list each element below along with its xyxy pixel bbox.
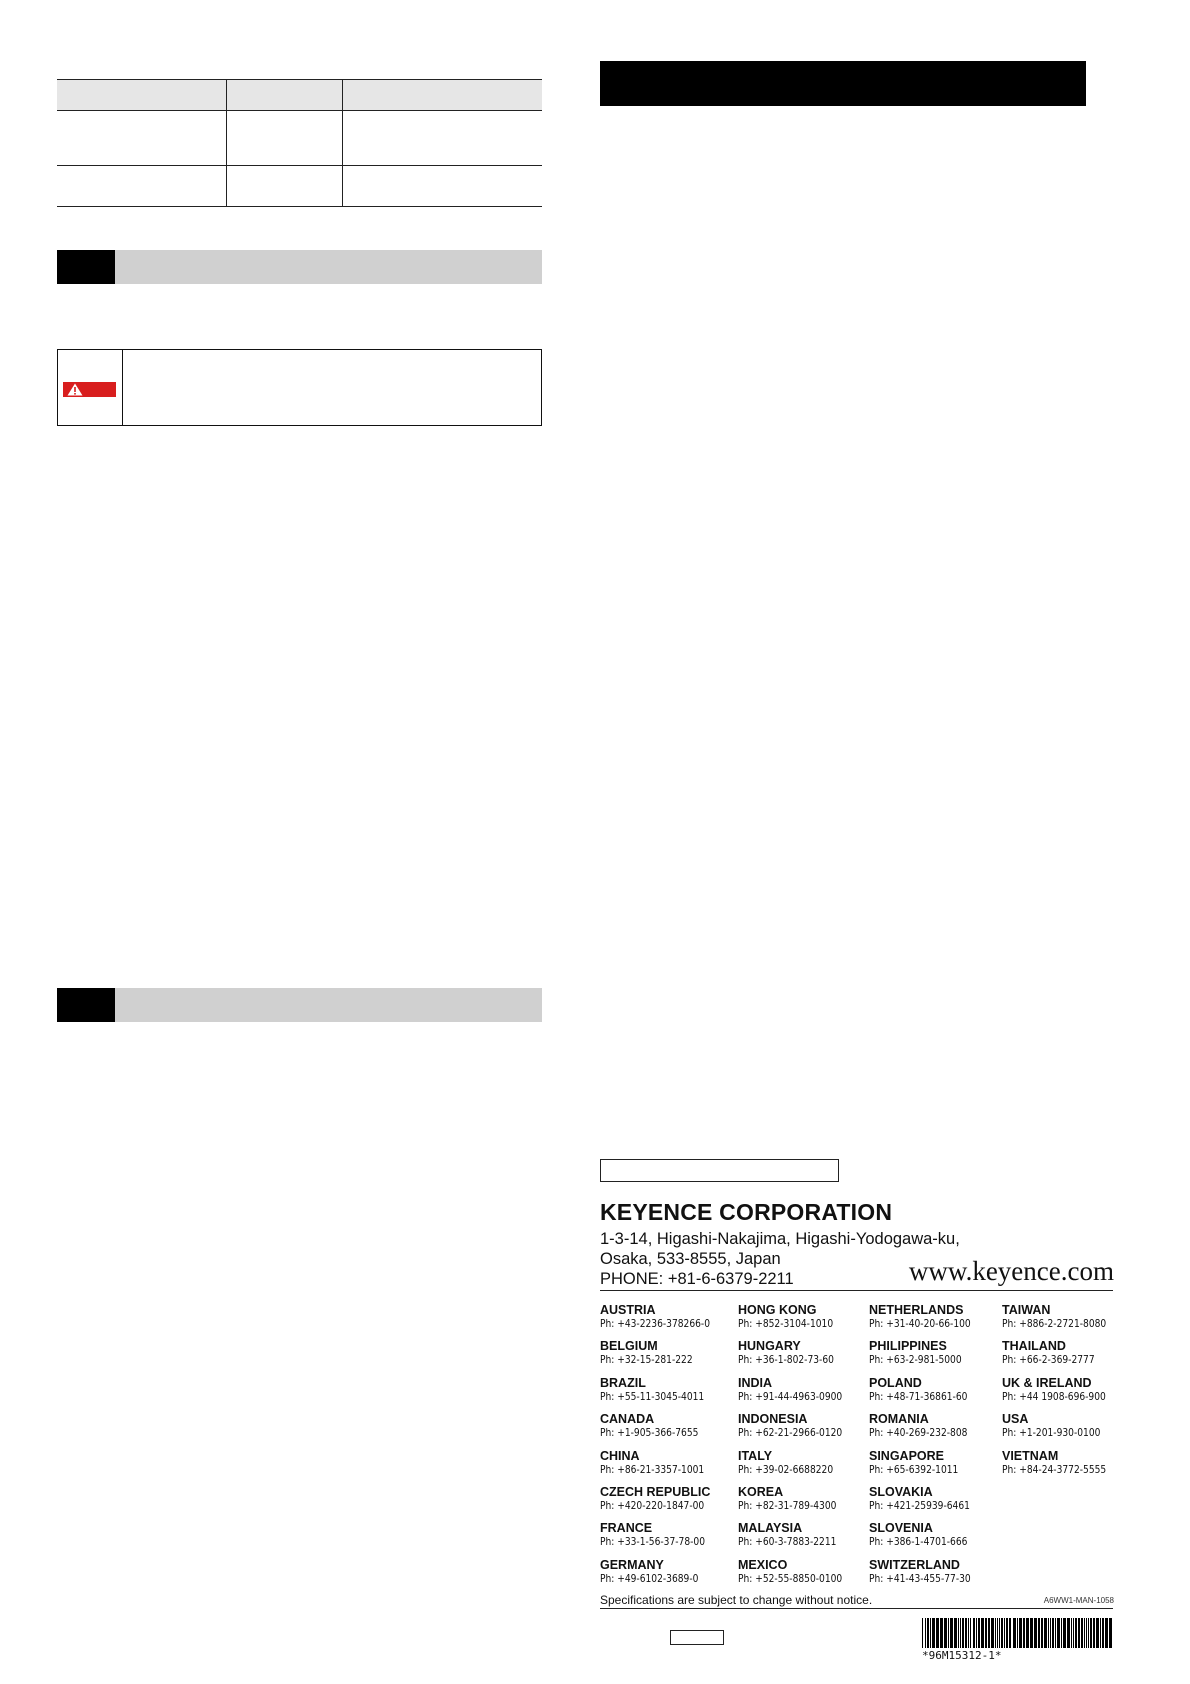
barcode-bar xyxy=(1084,1618,1085,1648)
office-entry xyxy=(1002,1339,1103,1367)
office-phone: Ph: +63-2-981-5000 xyxy=(869,1353,962,1367)
spec-table-header-cell xyxy=(57,80,227,111)
table-cell xyxy=(57,166,227,207)
barcode-bar xyxy=(930,1618,931,1648)
office-entry xyxy=(738,1521,845,1549)
office-entry xyxy=(869,1303,980,1331)
barcode-bar xyxy=(1055,1618,1056,1648)
office-phone: Ph: +39-02-6688220 xyxy=(738,1462,834,1476)
barcode-bar xyxy=(1100,1618,1101,1648)
office-phone: Ph: +32-15-281-222 xyxy=(600,1353,693,1367)
office-entry xyxy=(738,1412,851,1440)
barcode-bar xyxy=(936,1618,939,1648)
office-entry xyxy=(600,1521,714,1549)
office-country: AUSTRIA xyxy=(600,1303,656,1317)
divider xyxy=(600,1290,1113,1291)
office-country: SINGAPORE xyxy=(869,1448,945,1463)
barcode-bar xyxy=(1030,1618,1033,1648)
table-cell xyxy=(57,111,227,166)
table-cell xyxy=(227,111,343,166)
divider xyxy=(600,1608,1113,1609)
barcode-bar xyxy=(991,1618,994,1648)
office-country: BRAZIL xyxy=(600,1375,646,1390)
barcode-bar xyxy=(968,1618,969,1648)
office-phone: Ph: +65-6392-1011 xyxy=(869,1462,959,1476)
spec-table-header-cell xyxy=(342,80,542,111)
barcode-bar xyxy=(981,1618,984,1648)
barcode-bar xyxy=(950,1618,953,1648)
office-phone: Ph: +66-2-369-2777 xyxy=(1002,1353,1095,1367)
barcode-bar xyxy=(985,1618,987,1648)
barcode-bar xyxy=(1013,1618,1016,1648)
office-entry xyxy=(600,1339,701,1367)
section-heading-bar xyxy=(57,988,542,1022)
office-entry xyxy=(869,1376,976,1404)
office-phone: Ph: +386-1-4701-666 xyxy=(869,1535,968,1549)
office-phone: Ph: +84-24-3772-5555 xyxy=(1002,1462,1107,1476)
address-line: Osaka, 533-8555, Japan xyxy=(600,1250,781,1268)
barcode-bar xyxy=(1004,1618,1005,1648)
barcode-bar xyxy=(954,1618,957,1648)
office-country: HONG KONG xyxy=(738,1303,817,1317)
office-entry xyxy=(600,1303,720,1331)
office-phone: Ph: +44 1908-696-900 xyxy=(1002,1389,1106,1403)
barcode-bar xyxy=(940,1618,943,1648)
office-country: SWITZERLAND xyxy=(869,1557,960,1572)
office-country: CHINA xyxy=(600,1448,640,1463)
office-country: VIETNAM xyxy=(1002,1448,1059,1463)
office-phone: Ph: +420-220-1847-00 xyxy=(600,1499,705,1512)
barcode-bar xyxy=(1105,1618,1108,1648)
office-phone: Ph: +31-40-20-66-100 xyxy=(869,1317,971,1330)
barcode-bar xyxy=(1001,1618,1003,1648)
office-entry xyxy=(738,1303,841,1331)
barcode-bar xyxy=(997,1618,998,1648)
office-entry xyxy=(600,1449,713,1477)
barcode-bar xyxy=(922,1618,923,1648)
barcode xyxy=(922,1618,1113,1648)
office-entry xyxy=(869,1521,976,1549)
office-country: CANADA xyxy=(600,1412,655,1427)
table-row xyxy=(57,166,542,207)
office-country: GERMANY xyxy=(600,1557,664,1572)
office-phone: Ph: +62-21-2966-0120 xyxy=(738,1426,843,1440)
office-country: UK & IRELAND xyxy=(1002,1375,1092,1390)
office-phone: Ph: +55-11-3045-4011 xyxy=(600,1389,705,1403)
office-entry xyxy=(869,1412,976,1440)
barcode-bar xyxy=(958,1618,959,1648)
spec-table xyxy=(57,79,542,207)
company-name: KEYENCE CORPORATION xyxy=(600,1199,893,1225)
office-entry xyxy=(869,1558,980,1586)
barcode-bar xyxy=(978,1618,980,1648)
warning-badge xyxy=(63,382,116,397)
barcode-bar xyxy=(1057,1618,1060,1648)
barcode-text: *96M15312-1* xyxy=(922,1649,1002,1662)
office-entry xyxy=(1002,1376,1115,1404)
office-country: CZECH REPUBLIC xyxy=(600,1485,711,1499)
office-phone: Ph: +41-43-455-77-30 xyxy=(869,1571,971,1585)
office-entry xyxy=(869,1339,970,1367)
office-entry xyxy=(1002,1449,1115,1477)
office-country: THAILAND xyxy=(1002,1339,1066,1354)
barcode-bar xyxy=(1086,1618,1087,1648)
barcode-bar xyxy=(927,1618,929,1648)
office-country: USA xyxy=(1002,1412,1029,1427)
office-entry xyxy=(738,1376,851,1404)
office-country: ITALY xyxy=(738,1448,773,1463)
barcode-bar xyxy=(970,1618,971,1648)
barcode-bar xyxy=(1044,1618,1047,1648)
barcode-bar xyxy=(925,1618,926,1648)
office-country: PHILIPPINES xyxy=(869,1339,947,1354)
office-entry xyxy=(869,1485,979,1513)
office-country: KOREA xyxy=(738,1485,784,1499)
section-header-black xyxy=(600,61,1086,106)
barcode-bar xyxy=(1081,1618,1083,1648)
warning-box xyxy=(57,349,542,426)
office-phone: Ph: +886-2-2721-8080 xyxy=(1002,1317,1107,1330)
website-link[interactable]: www.keyence.com xyxy=(908,1256,1114,1286)
warning-icon-cell xyxy=(58,350,123,425)
office-phone: Ph: +82-31-789-4300 xyxy=(738,1499,837,1512)
barcode-bar xyxy=(1026,1618,1029,1648)
office-phone: Ph: +36-1-802-73-60 xyxy=(738,1353,834,1367)
spec-table-header-cell xyxy=(227,80,343,111)
office-phone: Ph: +1-201-930-0100 xyxy=(1002,1426,1101,1440)
barcode-bar xyxy=(1090,1618,1092,1648)
barcode-bar xyxy=(932,1618,935,1648)
barcode-bar xyxy=(1009,1618,1011,1648)
office-entry xyxy=(738,1449,841,1477)
table-cell xyxy=(342,166,542,207)
barcode-bar xyxy=(948,1618,949,1648)
office-country: BELGIUM xyxy=(600,1339,658,1354)
barcode-bar xyxy=(1102,1618,1104,1648)
office-country: NETHERLANDS xyxy=(869,1303,964,1317)
barcode-bar xyxy=(1071,1618,1072,1648)
barcode-bar xyxy=(1019,1618,1022,1648)
barcode-bar xyxy=(976,1618,977,1648)
office-entry xyxy=(869,1449,966,1477)
company-phone: PHONE: +81-6-6379-2211 xyxy=(600,1270,794,1288)
barcode-bar xyxy=(1061,1618,1062,1648)
office-country: SLOVENIA xyxy=(869,1521,933,1536)
barcode-bar xyxy=(1041,1618,1043,1648)
table-cell xyxy=(342,111,542,166)
office-phone: Ph: +91-44-4963-0900 xyxy=(738,1389,843,1403)
office-phone: Ph: +52-55-8850-0100 xyxy=(738,1571,843,1585)
barcode-bar xyxy=(1052,1618,1054,1648)
office-phone: Ph: +40-269-232-808 xyxy=(869,1426,968,1440)
office-country: ROMANIA xyxy=(869,1412,929,1427)
barcode-bar xyxy=(1096,1618,1099,1648)
footer-note: Specifications are subject to change without notice. xyxy=(600,1593,873,1607)
office-phone: Ph: +49-6102-3689-0 xyxy=(600,1571,699,1585)
office-entry xyxy=(600,1485,713,1513)
barcode-bar xyxy=(1023,1618,1025,1648)
barcode-bar xyxy=(1073,1618,1074,1648)
barcode-bar xyxy=(1006,1618,1008,1648)
office-phone: Ph: +60-3-7883-2211 xyxy=(738,1535,837,1549)
spec-table-header-row xyxy=(57,80,542,111)
barcode-bar xyxy=(1075,1618,1077,1648)
barcode-bar xyxy=(999,1618,1000,1648)
barcode-bar xyxy=(1078,1618,1080,1648)
small-blank-box xyxy=(670,1630,724,1645)
office-phone: Ph: +86-21-3357-1001 xyxy=(600,1462,705,1476)
barcode-bar xyxy=(1034,1618,1037,1648)
office-entry xyxy=(738,1485,845,1513)
office-country: TAIWAN xyxy=(1002,1303,1051,1317)
barcode-bar xyxy=(973,1618,975,1648)
office-phone: Ph: +421-25939-6461 xyxy=(869,1499,970,1512)
table-cell xyxy=(227,166,343,207)
barcode-bar xyxy=(1063,1618,1066,1648)
office-country: MEXICO xyxy=(738,1557,788,1572)
barcode-bar xyxy=(965,1618,967,1648)
barcode-bar xyxy=(988,1618,990,1648)
barcode-bar xyxy=(960,1618,961,1648)
office-country: MALAYSIA xyxy=(738,1521,803,1536)
office-country: FRANCE xyxy=(600,1521,653,1536)
warning-triangle-icon xyxy=(67,383,83,396)
barcode-bar xyxy=(962,1618,964,1648)
section-heading-tab xyxy=(57,250,115,284)
office-entry xyxy=(1002,1412,1109,1440)
office-entry xyxy=(1002,1303,1115,1331)
office-phone: Ph: +852-3104-1010 xyxy=(738,1317,834,1330)
office-entry xyxy=(738,1339,842,1367)
barcode-bar xyxy=(1038,1618,1040,1648)
office-phone: Ph: +48-71-36861-60 xyxy=(869,1389,968,1403)
office-entry xyxy=(600,1558,707,1586)
office-phone: Ph: +43-2236-378266-0 xyxy=(600,1317,710,1330)
table-row xyxy=(57,111,542,166)
office-country: SLOVAKIA xyxy=(869,1485,933,1499)
office-phone: Ph: +1-905-366-7655 xyxy=(600,1426,699,1440)
office-country: INDONESIA xyxy=(738,1412,808,1427)
barcode-bar xyxy=(1093,1618,1095,1648)
section-heading-bar xyxy=(57,250,542,284)
barcode-bar xyxy=(1109,1618,1112,1648)
blank-field-box xyxy=(600,1159,839,1182)
section-heading-tab xyxy=(57,988,115,1022)
document-code: A6WW1-MAN-1058 xyxy=(1043,1596,1114,1605)
office-entry xyxy=(738,1558,851,1586)
barcode-bar xyxy=(1048,1618,1049,1648)
barcode-bar xyxy=(944,1618,947,1648)
office-entry xyxy=(600,1412,707,1440)
office-entry xyxy=(600,1376,713,1404)
office-country: INDIA xyxy=(738,1375,773,1390)
barcode-bar xyxy=(1067,1618,1070,1648)
office-country: HUNGARY xyxy=(738,1339,801,1354)
address-line: 1-3-14, Higashi-Nakajima, Higashi-Yodogawa-ku, xyxy=(600,1230,960,1248)
barcode-bar xyxy=(1017,1618,1018,1648)
barcode-bar xyxy=(995,1618,996,1648)
barcode-bar xyxy=(1088,1618,1089,1648)
barcode-bar xyxy=(1050,1618,1051,1648)
office-country: POLAND xyxy=(869,1375,922,1390)
office-phone: Ph: +33-1-56-37-78-00 xyxy=(600,1535,705,1549)
